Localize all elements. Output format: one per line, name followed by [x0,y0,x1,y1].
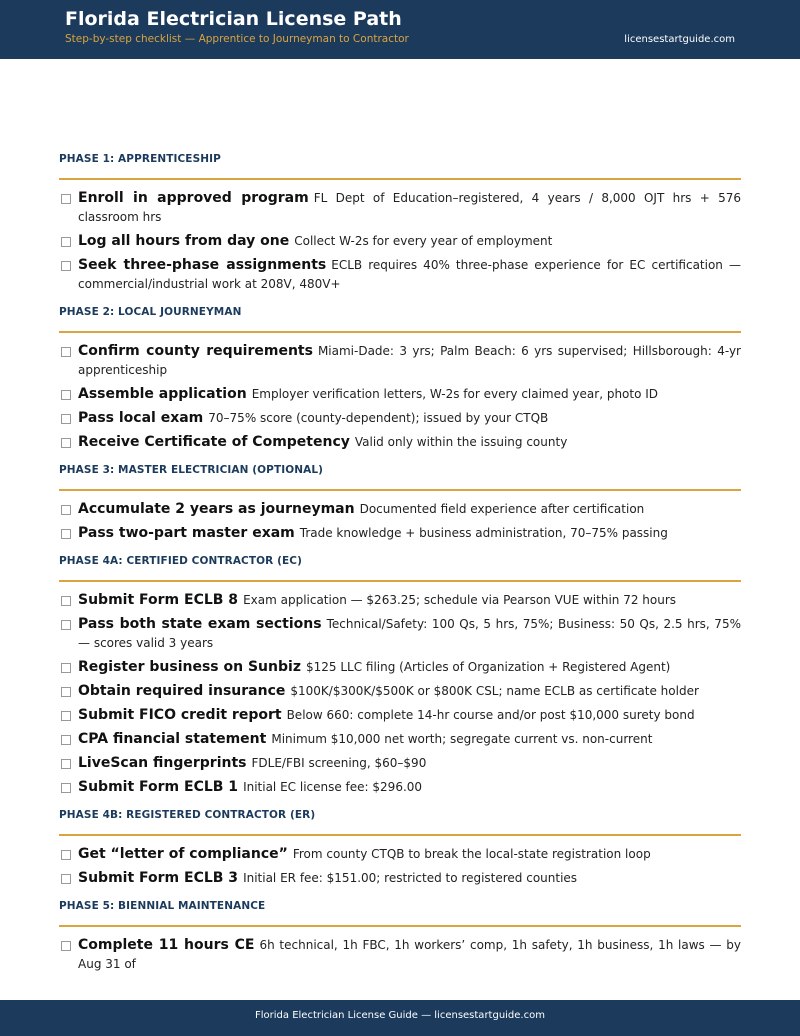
checklist-item-detail: Minimum $10,000 net worth; segregate current vs. non-current [271,732,653,746]
phase-divider [59,580,741,582]
checkbox[interactable] [61,663,71,673]
checkbox[interactable] [61,390,71,400]
checklist-item [59,658,741,677]
checkbox[interactable] [61,735,71,745]
checklist-item-detail: Miami-Dade: 3 yrs; Palm Beach: 6 yrs supervised; Hillsborough: 4-yr apprenticeship [78,344,741,377]
checklist-item-text [78,342,741,380]
checklist-item-text [78,682,741,701]
checklist-item-label: Complete 11 hours CE [78,937,255,953]
phase-title: PHASE 4A: CERTIFIED CONTRACTOR (EC) [59,555,302,567]
page-footer [0,1000,800,1036]
checklist-item [59,232,741,251]
checklist-item-label: Register business on Sunbiz [78,659,301,675]
checklist-item-label: Pass local exam [78,410,204,426]
checklist-item-label: Enroll in approved program [78,190,309,206]
checklist-item [59,682,741,701]
checklist-item [59,409,741,428]
checklist-item-text [78,433,741,452]
phase-divider [59,178,741,180]
checklist-item [59,342,741,380]
checklist-item-detail: Trade knowledge + business administration, 70–75% passing [299,526,668,540]
checklist-item-text [78,615,741,653]
phase-section [59,806,741,888]
phase-section [59,461,741,543]
checklist-item-detail: $100K/$300K/$500K or $800K CSL; name ECLB as certificate holder [290,684,699,698]
checklist-item-text [78,256,741,294]
checklist-item [59,256,741,294]
checklist-item-label: Seek three-phase assignments [78,257,327,273]
checkbox[interactable] [61,347,71,357]
checkbox[interactable] [61,687,71,697]
checklist-item-detail: From county CTQB to break the local-state registration loop [292,847,651,861]
checklist-item-text [78,869,741,888]
checklist-item-label: CPA financial statement [78,731,267,747]
checklist-item [59,385,741,404]
checklist-item-label: Receive Certificate of Competency [78,434,350,450]
phase-title: PHASE 1: APPRENTICESHIP [59,153,221,165]
checklist-item-text [78,189,741,227]
checklist-item-detail: 70–75% score (county-dependent); issued by your CTQB [208,411,549,425]
checkbox[interactable] [61,620,71,630]
checklist-content [59,150,741,983]
checklist-item [59,706,741,725]
phase-section [59,303,741,452]
checklist-item-text [78,409,741,428]
checklist-item-label: Get “letter of compliance” [78,846,288,862]
checkbox[interactable] [61,596,71,606]
phase-title: PHASE 5: BIENNIAL MAINTENANCE [59,900,266,912]
page-header [0,0,800,59]
checklist-item-detail: Documented field experience after certification [359,502,645,516]
checklist-item-detail: 6h technical, 1h FBC, 1h workers’ comp, 1h safety, 1h business, 1h laws — by Aug 31 of [78,938,741,971]
checklist-item-detail: Below 660: complete 14-hr course and/or post $10,000 surety bond [286,708,695,722]
checklist-item [59,845,741,864]
checkbox[interactable] [61,874,71,884]
checkbox[interactable] [61,261,71,271]
checklist-item [59,615,741,653]
checklist-item-label: Obtain required insurance [78,683,286,699]
checklist-item-text [78,706,741,725]
checklist-item-label: Pass two-part master exam [78,525,295,541]
checkbox[interactable] [61,194,71,204]
checklist-item [59,433,741,452]
checklist-item-text [78,232,741,251]
phase-section [59,552,741,797]
checklist-item-detail: ECLB requires 40% three-phase experience for EC certification — commercial/industrial work at 208V, 480V+ [78,258,741,291]
checklist-item-detail: Technical/Safety: 100 Qs, 5 hrs, 75%; Business: 50 Qs, 2.5 hrs, 75% — scores valid 3 years [78,617,741,650]
checkbox[interactable] [61,505,71,515]
checklist-item-detail: FDLE/FBI screening, $60–$90 [251,756,427,770]
checklist-item-label: Submit Form ECLB 8 [78,592,239,608]
phase-title: PHASE 4B: REGISTERED CONTRACTOR (ER) [59,809,316,821]
checkbox[interactable] [61,711,71,721]
checkbox[interactable] [61,438,71,448]
page-title: Florida Electrician License Path [65,8,402,30]
checklist-item-text [78,591,741,610]
checklist-item [59,189,741,227]
checklist-item-detail: Initial ER fee: $151.00; restricted to registered counties [243,871,578,885]
checklist-item [59,591,741,610]
checklist-item-text [78,658,741,677]
checklist-item [59,936,741,974]
checklist-item-detail: Collect W-2s for every year of employment [294,234,553,248]
checklist-item-label: Assemble application [78,386,247,402]
checklist-item [59,500,741,519]
footer-text: Florida Electrician License Guide — licensestartguide.com [255,1010,545,1021]
checklist-item-text [78,778,741,797]
phase-divider [59,834,741,836]
phase-divider [59,489,741,491]
checklist-item-text [78,500,741,519]
checklist-item-detail: Initial EC license fee: $296.00 [243,780,423,794]
phase-section [59,150,741,294]
phase-title: PHASE 3: MASTER ELECTRICIAN (OPTIONAL) [59,464,324,476]
checklist-item-text [78,524,741,543]
checklist-item-text [78,730,741,749]
checklist-item [59,778,741,797]
checkbox[interactable] [61,529,71,539]
checkbox[interactable] [61,941,71,951]
checklist-item [59,754,741,773]
checklist-item [59,730,741,749]
checklist-item-text [78,385,741,404]
checkbox[interactable] [61,759,71,769]
checklist-item-text [78,845,741,864]
checklist-item-text [78,754,741,773]
checklist-item-detail: Exam application — $263.25; schedule via Pearson VUE within 72 hours [243,593,677,607]
checklist-item-detail: Valid only within the issuing county [354,435,568,449]
checkbox[interactable] [61,414,71,424]
checklist-item-detail: Employer verification letters, W-2s for every claimed year, photo ID [251,387,659,401]
checklist-item [59,524,741,543]
site-name: licensestartguide.com [624,34,735,45]
checklist-item-detail: $125 LLC filing (Articles of Organization + Registered Agent) [305,660,671,674]
checklist-item-label: Submit Form ECLB 1 [78,779,239,795]
checklist-item-label: Log all hours from day one [78,233,290,249]
checklist-item-label: LiveScan fingerprints [78,755,247,771]
checklist-item-text [78,936,741,974]
checklist-item-label: Accumulate 2 years as journeyman [78,501,355,517]
checkbox[interactable] [61,850,71,860]
phase-divider [59,331,741,333]
checklist-item-label: Confirm county requirements [78,343,313,359]
checklist-item-label: Submit Form ECLB 3 [78,870,239,886]
page-subtitle: Step-by-step checklist — Apprentice to Journeyman to Contractor [65,33,409,45]
phase-divider [59,925,741,927]
checkbox[interactable] [61,783,71,793]
checklist-item-label: Pass both state exam sections [78,616,322,632]
phase-title: PHASE 2: LOCAL JOURNEYMAN [59,306,242,318]
checkbox[interactable] [61,237,71,247]
checklist-item [59,869,741,888]
checklist-item-label: Submit FICO credit report [78,707,282,723]
checklist-item-detail: FL Dept of Education–registered, 4 years / 8,000 OJT hrs + 576 classroom hrs [78,191,742,224]
phase-section [59,897,741,974]
